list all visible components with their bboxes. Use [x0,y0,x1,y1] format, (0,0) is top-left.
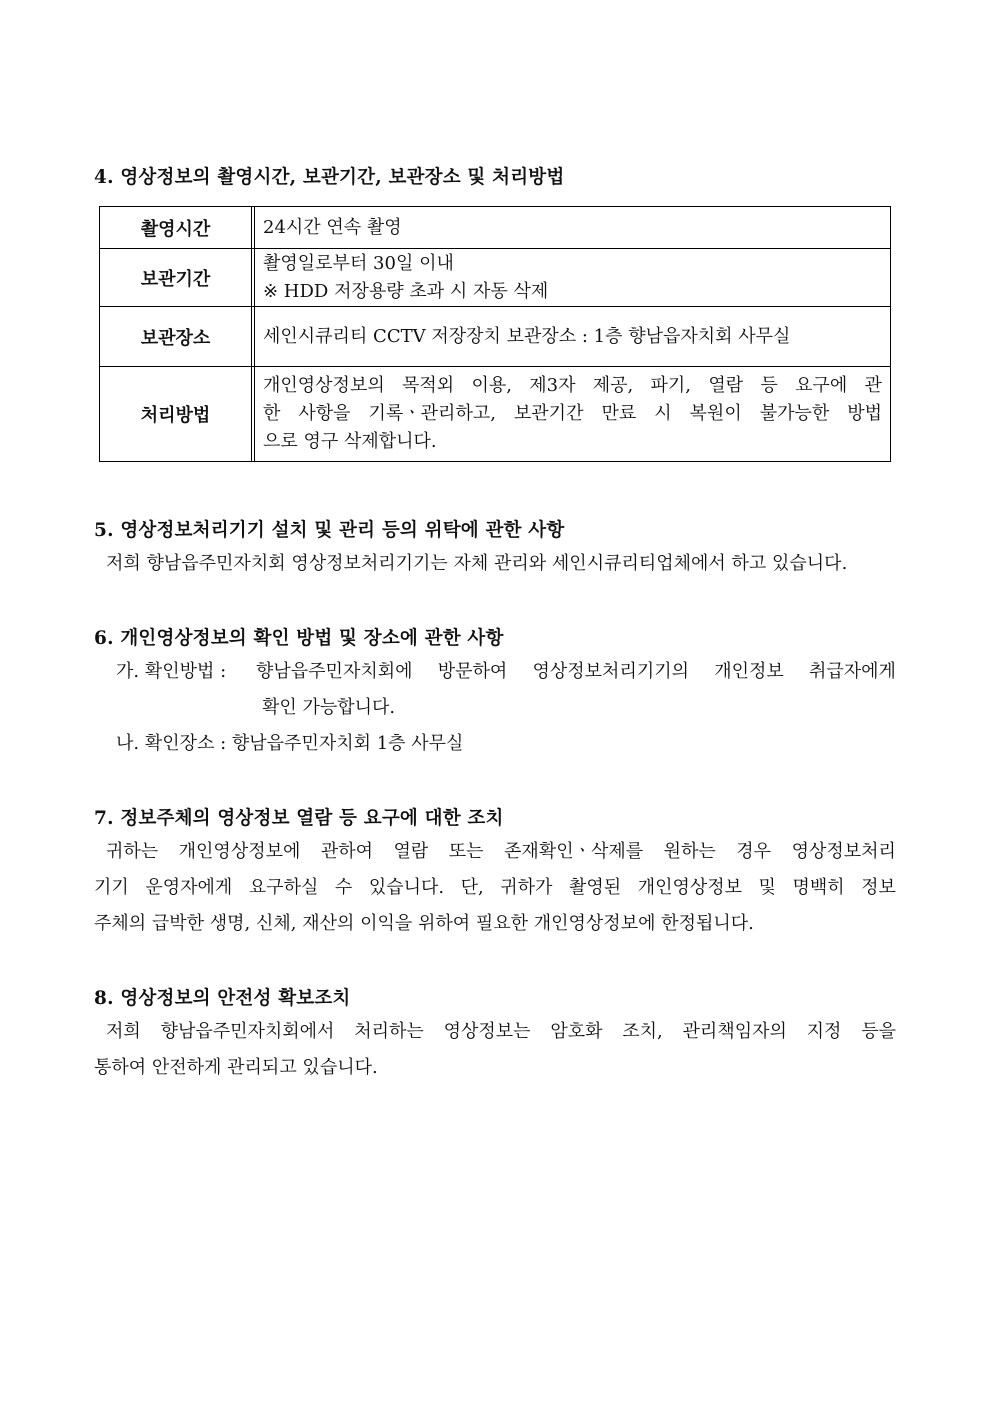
word: 명백히 [792,877,845,898]
table-row [100,207,890,249]
section-6-item-a-line2: 확인 가능합니다. [262,697,396,718]
paragraph-line [94,834,896,870]
table-line: ※ HDD 저장용량 초과 시 자동 삭제 [263,280,549,302]
word: 개인영상정보의 [263,375,385,396]
word: 요구하실 [248,877,319,898]
section-7-heading: 7. 정보주체의 영상정보 열람 등 요구에 대한 조치 [94,808,504,829]
section-6-item-a-label: 가. 확인방법 : [116,661,227,682]
table-line: 으로 영구 삭제합니다. [263,431,437,452]
word: 개인영상정보에 [178,841,301,862]
table-line: 세인시큐리티 CCTV 저장장치 보관장소 : 1층 향남읍자치회 사무실 [263,325,791,347]
word: 영상정보처리기기의 [532,661,689,682]
word: 수 [334,877,353,898]
word: 정보 [861,877,896,898]
word: 관리책임자의 [682,1021,787,1042]
word: 방문하여 [437,661,508,682]
word: 기기 [94,877,129,898]
table-row [100,249,890,307]
word: 원하는 [663,841,716,862]
word: 향남읍주민자치회에 [256,661,413,682]
word: 조치, [622,1021,663,1042]
paragraph-line [94,1014,896,1050]
word: 만료 [601,403,637,424]
word: 시 [654,403,672,424]
table-line: 24시간 연속 촬영 [263,216,402,238]
word: 영상정보처리 [791,841,896,862]
word: 파기, [650,375,692,396]
section-5-body: 저희 향남읍주민자치회 영상정보처리기기는 자체 관리와 세인시큐리티업체에서 하고 있습니다. [106,553,848,574]
section-6-heading: 6. 개인영상정보의 확인 방법 및 장소에 관한 사항 [94,628,504,649]
word: 경우 [736,841,772,862]
table-line: 촬영일로부터 30일 이내 [263,252,454,274]
word: 등 [760,375,778,396]
word: 관하여 [320,841,374,862]
word: 또는 [448,841,484,862]
table-row-value [255,367,890,461]
word: 복원이 [689,403,742,424]
word: 운영자에게 [145,877,233,898]
word: 방법 [847,403,882,424]
section-7-body [94,834,896,942]
word: 보관기간 [513,403,584,424]
word: 단, [460,877,484,898]
table-row-value [255,307,890,366]
word: 개인정보 [714,661,784,682]
word: 촬영된 [568,877,622,898]
word: 향남읍주민자치회에서 [160,1021,335,1042]
table-row-label: 보관기간 [100,249,255,306]
word: 사항을 [298,403,351,424]
word: 등을 [861,1021,896,1042]
word: 요구에 [795,375,848,396]
word: 제공, [592,375,634,396]
table-row-label: 처리방법 [100,367,255,461]
section-6-item-a-line1 [256,654,896,690]
word: 지정 [806,1021,842,1042]
word: 귀하가 [500,877,553,898]
word: 한 [263,403,281,424]
table-row [100,307,890,367]
table-row-label: 촬영시간 [100,207,255,248]
table-row-value [255,249,890,306]
table-row [100,367,890,461]
word: 열람 [393,841,429,862]
table-row-label: 보관장소 [100,307,255,366]
paragraph-line [94,870,896,906]
word: 기록ㆍ관리하고, [368,403,496,424]
section-4-heading: 4. 영상정보의 촬영시간, 보관기간, 보관장소 및 처리방법 [94,167,565,188]
word: 귀하는 [106,841,159,862]
word: 불가능한 [759,403,830,424]
word: 처리하는 [354,1021,424,1042]
table-line [263,400,882,428]
section-8-body [94,1014,896,1086]
word: 개인영상정보 [637,877,743,898]
paragraph-line: 주체의 급박한 생명, 신체, 재산의 이익을 위하여 필요한 개인영상정보에 한정됩니다. [94,913,754,934]
retention-table [99,206,891,462]
word: 영상정보는 [443,1021,531,1042]
section-6-item-b: 나. 확인장소 : 향남읍주민자치회 1층 사무실 [116,733,464,754]
section-8-heading: 8. 영상정보의 안전성 확보조치 [94,988,351,1009]
word: 이용, [471,375,512,396]
word: 제3자 [529,375,576,396]
word: 존재확인ㆍ삭제를 [504,841,644,862]
section-5-heading: 5. 영상정보처리기기 설치 및 관리 등의 위탁에 관한 사항 [94,520,565,541]
paragraph-line: 통하여 안전하게 관리되고 있습니다. [94,1057,378,1078]
word: 목적외 [402,375,455,396]
word: 및 [758,877,776,898]
word: 관 [864,375,882,396]
table-row-value [255,207,890,248]
word: 암호화 [550,1021,603,1042]
word: 저희 [106,1021,141,1042]
table-line [263,372,882,400]
word: 열람 [708,375,744,396]
word: 취급자에게 [809,661,896,682]
word: 있습니다. [368,877,445,898]
